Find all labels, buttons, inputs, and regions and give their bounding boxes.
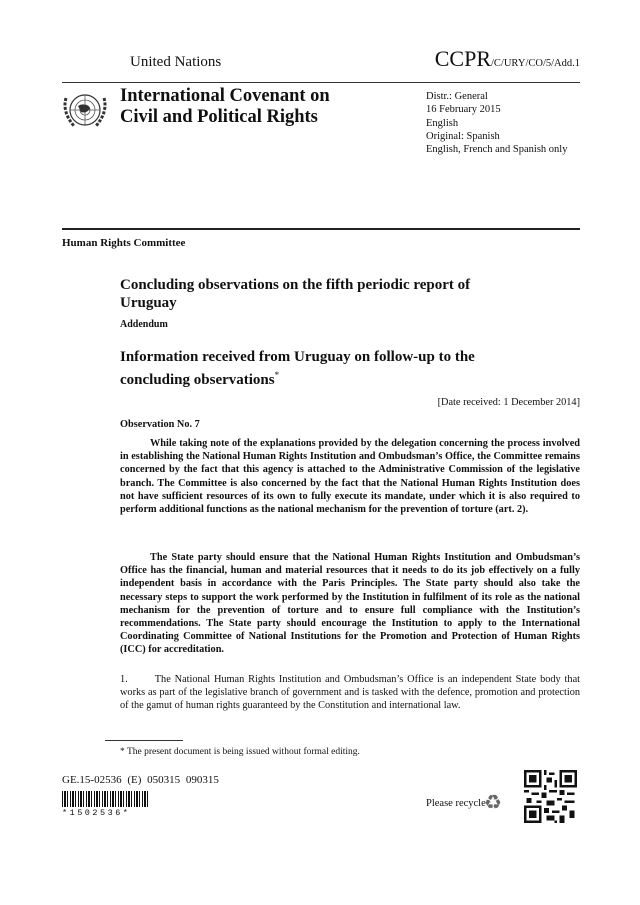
document-subtitle	[120, 348, 540, 389]
symbol-suffix: /C/URY/CO/5/Add.1	[491, 58, 580, 69]
paragraph-1: 1. The National Human Rights Institution and Ombudsman’s Office is an independent State body that works as part of the legislative branch of government and is tasked with the defence, promotion and protection of the gamut of human rights guaranteed by the Constitution and international law.	[120, 674, 580, 712]
document-symbol	[435, 46, 580, 72]
distr-line: Original: Spanish	[426, 130, 500, 142]
distribution-info	[426, 90, 567, 156]
distr-line: English	[426, 117, 459, 129]
organization-name: United Nations	[130, 54, 222, 70]
footnote-rule	[105, 740, 183, 741]
date-received: [Date received: 1 December 2014]	[437, 397, 580, 408]
footnote-marker[interactable]: *	[274, 370, 280, 380]
distr-line: English, French and Spanish only	[426, 144, 568, 156]
covenant-line: Civil and Political Rights	[120, 107, 318, 127]
qr-code-icon	[524, 770, 577, 823]
barcode-number: *1502536*	[62, 808, 131, 818]
distr-line: Distr.: General	[426, 91, 488, 102]
addendum-label: Addendum	[120, 319, 168, 330]
covenant-title	[120, 86, 330, 128]
recycle-label: Please recycle	[426, 798, 486, 809]
barcode-icon	[62, 791, 150, 807]
committee-name: Human Rights Committee	[62, 237, 186, 249]
paragraph-concern: While taking note of the explanations provided by the delegation concerning the process involved in establishing the National Human Rights Institution and Ombudsman’s Office, the Committee remains concerned by the fact that this agency is attached to the Administrative Commission of the legislative branch. The Committee is also concerned by the fact that the National Human Rights Institution does not have sufficient resources of its own to fully execute its mandate, under which it is also required to perform additional functions as the national mechanism for the prevention of torture (art. 2).	[120, 438, 580, 516]
job-number: GE.15-02536 (E) 050315 090315	[62, 774, 219, 786]
distr-line: 16 February 2015	[426, 104, 501, 116]
recycle-icon: ♻	[484, 792, 502, 814]
header-rule	[62, 82, 580, 83]
paragraph-recommendation: The State party should ensure that the National Human Rights Institution and Ombudsman’s Office has the financial, human and material resources that it needs to do its job effectively on a fully independent basis in accordance with the Paris Principles. The State party should also take the necessary steps to support the work performed by the Institution in fulfilment of its role as the national mechanism for the prevention of torture and to ensure full compliance with the Institution’s recommendations. The State party should encourage the Institution to apply to the International Coordinating Committee of National Institutions for the Promotion and Protection of Human Rights (ICC) for accreditation.	[120, 552, 580, 656]
document-title: Concluding observations on the fifth periodic report of Uruguay	[120, 277, 471, 311]
un-emblem-icon	[60, 86, 110, 136]
section-rule	[62, 228, 580, 230]
covenant-line: International Covenant on	[120, 86, 330, 106]
subtitle-text: Information received from Uruguay on follow-up to the concluding observations	[120, 349, 475, 388]
observation-heading: Observation No. 7	[120, 419, 200, 430]
footnote: * The present document is being issued without formal editing.	[120, 747, 360, 757]
symbol-main: CCPR	[434, 46, 492, 71]
